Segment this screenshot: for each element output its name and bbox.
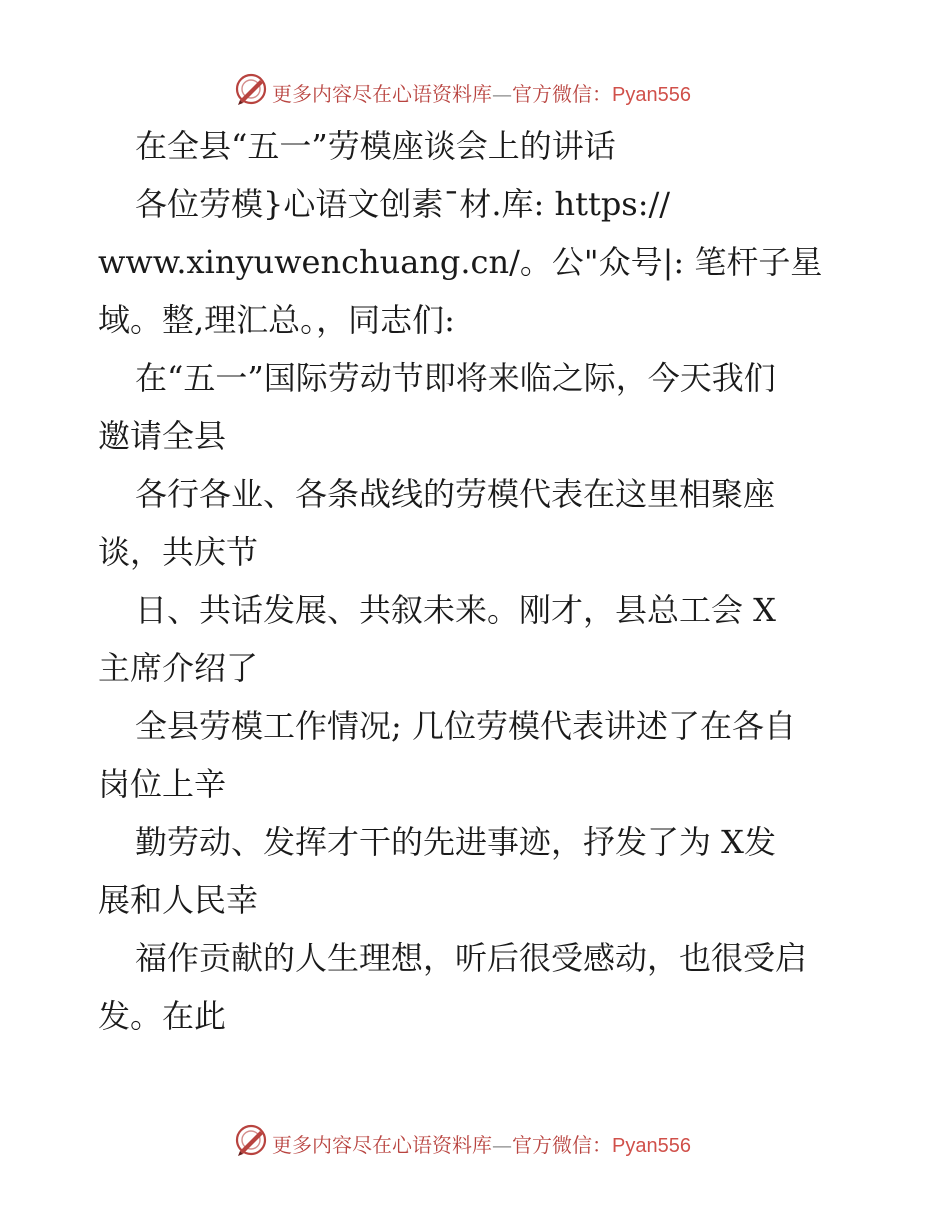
banner-prefix: 更多内容尽在心语资料库 — [272, 1133, 492, 1157]
text-line: 主席介绍了 — [98, 649, 259, 687]
banner-dash: — — [492, 1133, 512, 1157]
text-line: 勤劳动、发挥才干的先进事迹，抒发了为 X发 — [135, 823, 776, 861]
document-title: 在全县“五一”劳模座谈会上的讲话 — [135, 127, 616, 165]
text-line: 展和人民幸 — [98, 881, 259, 919]
banner-dash: — — [492, 82, 512, 106]
text-line: 福作贡献的人生理想，听后很受感动，也很受启 — [135, 939, 808, 977]
text-line: 域。整,理汇总。，同志们: — [98, 301, 455, 339]
banner-wechat-label: 官方微信： — [512, 1133, 612, 1157]
text-line: 发。在此 — [98, 997, 227, 1035]
banner-wechat-id: Pyan556 — [612, 84, 691, 106]
banner-wechat-id: Pyan556 — [612, 1135, 691, 1157]
text-line: 日、共话发展、共叙未来。刚才，县总工会 X — [135, 591, 776, 629]
banner-text — [272, 1129, 691, 1158]
text-line: 在“五一”国际劳动节即将来临之际，今天我们 — [135, 359, 776, 397]
banner-text — [272, 78, 691, 107]
text-line: 邀请全县 — [98, 417, 227, 455]
text-line: 各行各业、各条战线的劳模代表在这里相聚座 — [135, 475, 776, 513]
banner-wechat-label: 官方微信： — [512, 82, 612, 106]
text-line: www.xinyuwenchuang.cn/。公"众号|: 笔杆子星 — [98, 243, 823, 281]
text-line: 谈，共庆节 — [98, 533, 259, 571]
text-line: 各位劳模}心语文创素¯材.库: https:// — [135, 185, 671, 223]
footer-watermark-banner — [0, 1121, 950, 1161]
banner-prefix: 更多内容尽在心语资料库 — [272, 82, 492, 106]
header-watermark-banner — [0, 70, 950, 110]
brush-logo-icon — [234, 72, 268, 106]
text-line: 岗位上辛 — [98, 765, 227, 803]
text-line: 全县劳模工作情况; 几位劳模代表讲述了在各自 — [135, 707, 796, 745]
brush-logo-icon — [234, 1123, 268, 1157]
